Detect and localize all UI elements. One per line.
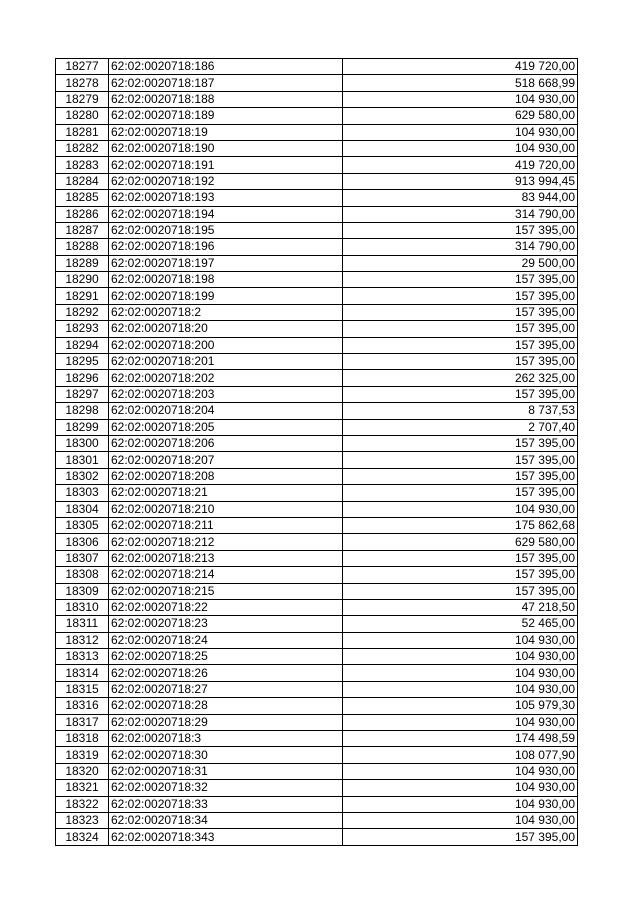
value-cell: 108 077,90 — [343, 747, 578, 763]
table-row — [56, 321, 578, 337]
cadastral-number-cell: 62:02:0020718:22 — [109, 599, 343, 615]
row-number-cell: 18320 — [56, 763, 109, 779]
value-cell: 629 580,00 — [343, 534, 578, 550]
cadastral-number-cell: 62:02:0020718:195 — [109, 222, 343, 238]
row-number-cell: 18315 — [56, 681, 109, 697]
table-row — [56, 649, 578, 665]
value-cell: 157 395,00 — [343, 468, 578, 484]
table-row — [56, 550, 578, 566]
row-number-cell: 18314 — [56, 665, 109, 681]
table-row — [56, 190, 578, 206]
row-number-cell: 18298 — [56, 403, 109, 419]
value-cell: 157 395,00 — [343, 337, 578, 353]
cadastral-number-cell: 62:02:0020718:189 — [109, 108, 343, 124]
table-row — [56, 485, 578, 501]
value-cell: 157 395,00 — [343, 288, 578, 304]
cadastral-number-cell: 62:02:0020718:32 — [109, 780, 343, 796]
cadastral-number-cell: 62:02:0020718:200 — [109, 337, 343, 353]
cadastral-number-cell: 62:02:0020718:24 — [109, 632, 343, 648]
value-cell: 47 218,50 — [343, 599, 578, 615]
value-cell: 629 580,00 — [343, 108, 578, 124]
table-row — [56, 731, 578, 747]
value-cell: 104 930,00 — [343, 780, 578, 796]
value-cell: 83 944,00 — [343, 190, 578, 206]
row-number-cell: 18319 — [56, 747, 109, 763]
table-row — [56, 517, 578, 533]
row-number-cell: 18317 — [56, 714, 109, 730]
cadastral-number-cell: 62:02:0020718:3 — [109, 731, 343, 747]
table-row — [56, 419, 578, 435]
row-number-cell: 18318 — [56, 731, 109, 747]
value-cell: 104 930,00 — [343, 796, 578, 812]
table-row — [56, 599, 578, 615]
row-number-cell: 18279 — [56, 91, 109, 107]
row-number-cell: 18312 — [56, 632, 109, 648]
row-number-cell: 18280 — [56, 108, 109, 124]
table-row — [56, 681, 578, 697]
value-cell: 29 500,00 — [343, 255, 578, 271]
cadastral-number-cell: 62:02:0020718:19 — [109, 124, 343, 140]
cadastral-number-cell: 62:02:0020718:211 — [109, 517, 343, 533]
row-number-cell: 18310 — [56, 599, 109, 615]
row-number-cell: 18285 — [56, 190, 109, 206]
row-number-cell: 18324 — [56, 829, 109, 845]
table-row — [56, 239, 578, 255]
cadastral-number-cell: 62:02:0020718:33 — [109, 796, 343, 812]
cadastral-number-cell: 62:02:0020718:190 — [109, 140, 343, 156]
value-cell: 157 395,00 — [343, 321, 578, 337]
value-cell: 157 395,00 — [343, 435, 578, 451]
table-row — [56, 468, 578, 484]
row-number-cell: 18292 — [56, 304, 109, 320]
row-number-cell: 18287 — [56, 222, 109, 238]
value-cell: 157 395,00 — [343, 485, 578, 501]
value-cell: 104 930,00 — [343, 649, 578, 665]
table-row — [56, 567, 578, 583]
table-row — [56, 206, 578, 222]
cadastral-number-cell: 62:02:0020718:198 — [109, 272, 343, 288]
row-number-cell: 18322 — [56, 796, 109, 812]
data-table — [55, 58, 578, 846]
row-number-cell: 18289 — [56, 255, 109, 271]
table-row — [56, 370, 578, 386]
cadastral-number-cell: 62:02:0020718:2 — [109, 304, 343, 320]
table-row — [56, 59, 578, 75]
cadastral-number-cell: 62:02:0020718:26 — [109, 665, 343, 681]
cadastral-number-cell: 62:02:0020718:31 — [109, 763, 343, 779]
table-row — [56, 829, 578, 845]
value-cell: 157 395,00 — [343, 354, 578, 370]
value-cell: 157 395,00 — [343, 829, 578, 845]
value-cell: 419 720,00 — [343, 157, 578, 173]
table-row — [56, 140, 578, 156]
row-number-cell: 18284 — [56, 173, 109, 189]
row-number-cell: 18303 — [56, 485, 109, 501]
cadastral-number-cell: 62:02:0020718:29 — [109, 714, 343, 730]
row-number-cell: 18302 — [56, 468, 109, 484]
table-row — [56, 763, 578, 779]
value-cell: 157 395,00 — [343, 222, 578, 238]
value-cell: 104 930,00 — [343, 91, 578, 107]
table-row — [56, 534, 578, 550]
cadastral-number-cell: 62:02:0020718:214 — [109, 567, 343, 583]
table-row — [56, 173, 578, 189]
table-row — [56, 403, 578, 419]
cadastral-number-cell: 62:02:0020718:23 — [109, 616, 343, 632]
value-cell: 314 790,00 — [343, 206, 578, 222]
value-cell: 157 395,00 — [343, 583, 578, 599]
table-row — [56, 435, 578, 451]
row-number-cell: 18299 — [56, 419, 109, 435]
value-cell: 2 707,40 — [343, 419, 578, 435]
cadastral-number-cell: 62:02:0020718:187 — [109, 75, 343, 91]
cadastral-number-cell: 62:02:0020718:20 — [109, 321, 343, 337]
table-row — [56, 354, 578, 370]
value-cell: 175 862,68 — [343, 517, 578, 533]
row-number-cell: 18295 — [56, 354, 109, 370]
table-row — [56, 501, 578, 517]
row-number-cell: 18309 — [56, 583, 109, 599]
row-number-cell: 18300 — [56, 435, 109, 451]
value-cell: 419 720,00 — [343, 59, 578, 75]
table-row — [56, 386, 578, 402]
value-cell: 8 737,53 — [343, 403, 578, 419]
value-cell: 157 395,00 — [343, 550, 578, 566]
value-cell: 518 668,99 — [343, 75, 578, 91]
row-number-cell: 18290 — [56, 272, 109, 288]
row-number-cell: 18304 — [56, 501, 109, 517]
table-row — [56, 452, 578, 468]
value-cell: 104 930,00 — [343, 714, 578, 730]
table-row — [56, 272, 578, 288]
cadastral-number-cell: 62:02:0020718:186 — [109, 59, 343, 75]
cadastral-number-cell: 62:02:0020718:206 — [109, 435, 343, 451]
cadastral-number-cell: 62:02:0020718:207 — [109, 452, 343, 468]
value-cell: 157 395,00 — [343, 386, 578, 402]
table-row — [56, 747, 578, 763]
table-row — [56, 124, 578, 140]
value-cell: 104 930,00 — [343, 124, 578, 140]
row-number-cell: 18294 — [56, 337, 109, 353]
table-row — [56, 75, 578, 91]
table-row — [56, 304, 578, 320]
cadastral-number-cell: 62:02:0020718:194 — [109, 206, 343, 222]
row-number-cell: 18296 — [56, 370, 109, 386]
cadastral-number-cell: 62:02:0020718:203 — [109, 386, 343, 402]
table-row — [56, 616, 578, 632]
table-row — [56, 812, 578, 828]
value-cell: 157 395,00 — [343, 567, 578, 583]
row-number-cell: 18308 — [56, 567, 109, 583]
cadastral-number-cell: 62:02:0020718:28 — [109, 698, 343, 714]
cadastral-number-cell: 62:02:0020718:191 — [109, 157, 343, 173]
table-row — [56, 288, 578, 304]
cadastral-number-cell: 62:02:0020718:208 — [109, 468, 343, 484]
row-number-cell: 18283 — [56, 157, 109, 173]
row-number-cell: 18286 — [56, 206, 109, 222]
table-row — [56, 91, 578, 107]
row-number-cell: 18281 — [56, 124, 109, 140]
cadastral-number-cell: 62:02:0020718:343 — [109, 829, 343, 845]
value-cell: 104 930,00 — [343, 681, 578, 697]
value-cell: 104 930,00 — [343, 812, 578, 828]
value-cell: 104 930,00 — [343, 501, 578, 517]
table-row — [56, 780, 578, 796]
table-row — [56, 698, 578, 714]
table-row — [56, 255, 578, 271]
cadastral-number-cell: 62:02:0020718:201 — [109, 354, 343, 370]
cadastral-number-cell: 62:02:0020718:30 — [109, 747, 343, 763]
row-number-cell: 18301 — [56, 452, 109, 468]
row-number-cell: 18282 — [56, 140, 109, 156]
row-number-cell: 18313 — [56, 649, 109, 665]
value-cell: 913 994,45 — [343, 173, 578, 189]
value-cell: 314 790,00 — [343, 239, 578, 255]
cadastral-number-cell: 62:02:0020718:193 — [109, 190, 343, 206]
value-cell: 157 395,00 — [343, 304, 578, 320]
row-number-cell: 18305 — [56, 517, 109, 533]
value-cell: 104 930,00 — [343, 140, 578, 156]
table-row — [56, 796, 578, 812]
row-number-cell: 18321 — [56, 780, 109, 796]
table-row — [56, 108, 578, 124]
value-cell: 104 930,00 — [343, 763, 578, 779]
row-number-cell: 18293 — [56, 321, 109, 337]
table-row — [56, 632, 578, 648]
cadastral-number-cell: 62:02:0020718:199 — [109, 288, 343, 304]
value-cell: 52 465,00 — [343, 616, 578, 632]
row-number-cell: 18288 — [56, 239, 109, 255]
table-row — [56, 714, 578, 730]
value-cell: 174 498,59 — [343, 731, 578, 747]
table-row — [56, 665, 578, 681]
cadastral-number-cell: 62:02:0020718:192 — [109, 173, 343, 189]
cadastral-number-cell: 62:02:0020718:34 — [109, 812, 343, 828]
value-cell: 105 979,30 — [343, 698, 578, 714]
table-row — [56, 222, 578, 238]
value-cell: 157 395,00 — [343, 452, 578, 468]
value-cell: 104 930,00 — [343, 665, 578, 681]
value-cell: 262 325,00 — [343, 370, 578, 386]
value-cell: 157 395,00 — [343, 272, 578, 288]
row-number-cell: 18311 — [56, 616, 109, 632]
row-number-cell: 18291 — [56, 288, 109, 304]
row-number-cell: 18278 — [56, 75, 109, 91]
table-row — [56, 337, 578, 353]
row-number-cell: 18307 — [56, 550, 109, 566]
cadastral-number-cell: 62:02:0020718:27 — [109, 681, 343, 697]
row-number-cell: 18277 — [56, 59, 109, 75]
row-number-cell: 18316 — [56, 698, 109, 714]
cadastral-number-cell: 62:02:0020718:212 — [109, 534, 343, 550]
table-row — [56, 583, 578, 599]
cadastral-number-cell: 62:02:0020718:21 — [109, 485, 343, 501]
cadastral-number-cell: 62:02:0020718:215 — [109, 583, 343, 599]
cadastral-number-cell: 62:02:0020718:197 — [109, 255, 343, 271]
row-number-cell: 18323 — [56, 812, 109, 828]
row-number-cell: 18297 — [56, 386, 109, 402]
table-body — [56, 59, 578, 846]
cadastral-number-cell: 62:02:0020718:204 — [109, 403, 343, 419]
row-number-cell: 18306 — [56, 534, 109, 550]
cadastral-number-cell: 62:02:0020718:25 — [109, 649, 343, 665]
cadastral-number-cell: 62:02:0020718:188 — [109, 91, 343, 107]
cadastral-number-cell: 62:02:0020718:196 — [109, 239, 343, 255]
cadastral-number-cell: 62:02:0020718:202 — [109, 370, 343, 386]
table-row — [56, 157, 578, 173]
cadastral-number-cell: 62:02:0020718:213 — [109, 550, 343, 566]
value-cell: 104 930,00 — [343, 632, 578, 648]
cadastral-number-cell: 62:02:0020718:205 — [109, 419, 343, 435]
cadastral-number-cell: 62:02:0020718:210 — [109, 501, 343, 517]
